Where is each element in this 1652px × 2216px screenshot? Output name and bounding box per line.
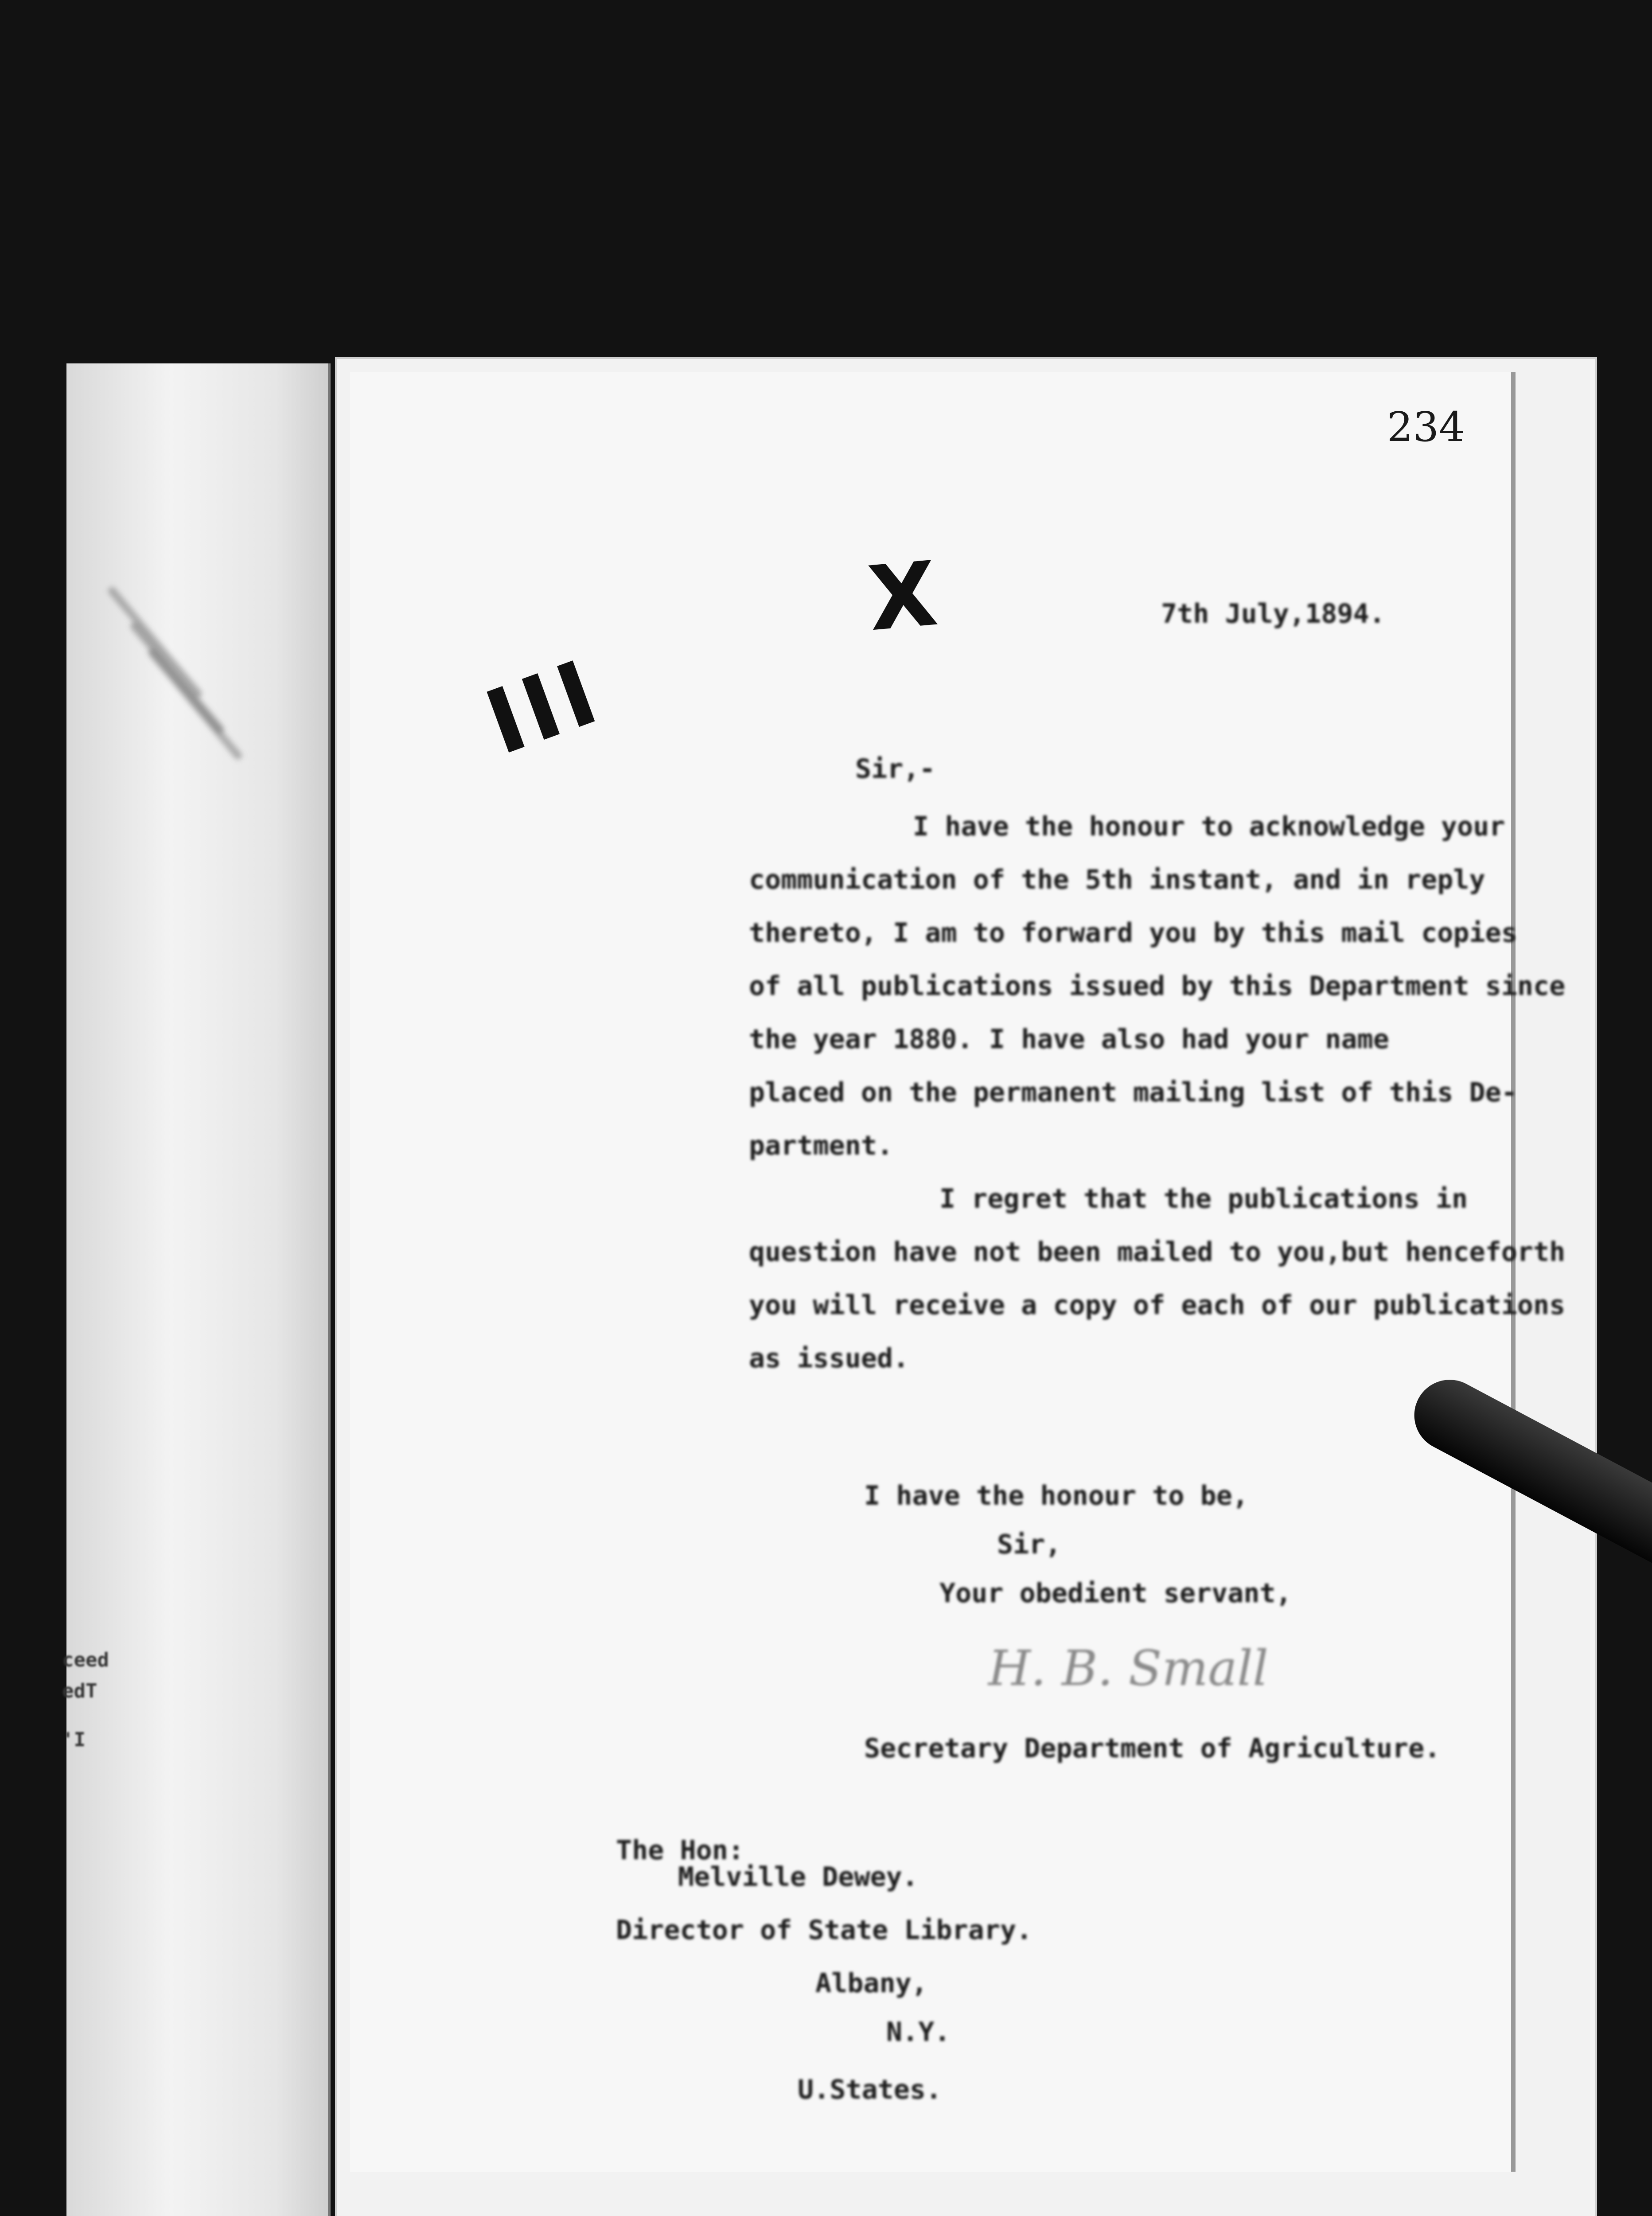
addressee-line: The Hon: xyxy=(616,1835,744,1866)
page-crease-mark xyxy=(106,585,203,699)
letter-body-line: I have the honour to acknowledge your xyxy=(913,811,1505,842)
letter-body-line: the year 1880. I have also had your name xyxy=(749,1024,1389,1055)
letter-body-line: as issued. xyxy=(749,1343,909,1374)
letter-body-line: question have not been mailed to you,but henceforth xyxy=(749,1237,1566,1268)
letter-body-line: of all publications issued by this Department since xyxy=(749,971,1566,1002)
page-crease-mark xyxy=(146,648,243,761)
addressee-line: Albany, xyxy=(815,1968,927,1999)
closing-line: I have the honour to be, xyxy=(864,1480,1248,1511)
left-margin-fragment: edT xyxy=(62,1680,97,1702)
closing-line: Your obedient servant, xyxy=(939,1578,1292,1609)
left-margin-fragment: ceed xyxy=(62,1649,109,1671)
addressee-line: U.States. xyxy=(798,2074,942,2105)
letter-body-line: partment. xyxy=(749,1130,893,1161)
left-margin-fragment: 'I xyxy=(62,1728,86,1751)
closing-line: Sir, xyxy=(997,1529,1061,1560)
pencil-tally-mark: III xyxy=(473,640,614,776)
letter-body-line: I regret that the publications in xyxy=(939,1183,1468,1214)
letter-body-line: placed on the permanent mailing list of this De- xyxy=(749,1077,1517,1108)
letter-body-line: communication of the 5th instant, and in reply xyxy=(749,864,1485,895)
page-number: 234 xyxy=(1387,403,1465,451)
left-folded-page xyxy=(66,363,331,2216)
letter-body-line: thereto, I am to forward you by this mail copies xyxy=(749,917,1517,948)
addressee-line: Director of State Library. xyxy=(616,1915,1032,1946)
handwritten-signature: H. B. Small xyxy=(988,1640,1269,1697)
letter-date: 7th July,1894. xyxy=(1161,598,1385,629)
letter-body-line: you will receive a copy of each of our publications xyxy=(749,1290,1566,1321)
addressee-line: Melville Dewey. xyxy=(678,1861,918,1892)
pencil-x-mark: X xyxy=(864,542,942,652)
letter-salutation: Sir,- xyxy=(855,753,935,784)
signer-title: Secretary Department of Agriculture. xyxy=(864,1733,1441,1764)
addressee-line: N.Y. xyxy=(886,2017,951,2048)
